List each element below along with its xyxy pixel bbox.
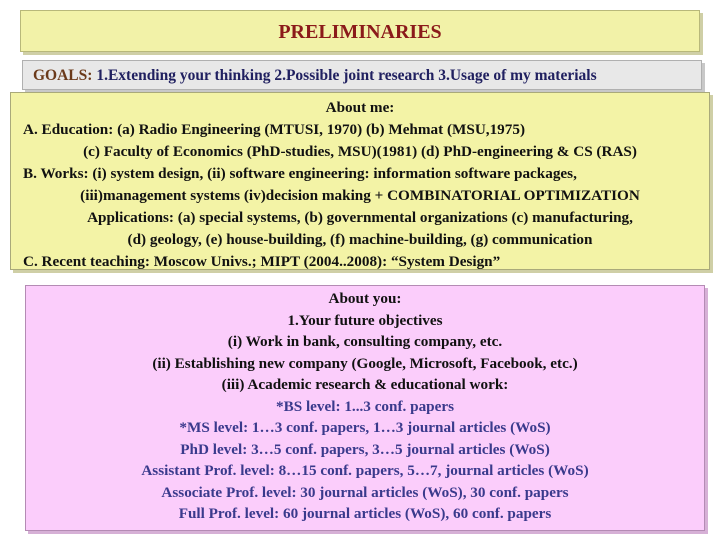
about-me-panel [10, 92, 710, 270]
goals-banner [22, 60, 702, 90]
objective-1: (i) Work in bank, consulting company, etc. [227, 333, 503, 350]
applications-line-2: (d) geology, (e) house-building, (f) machine-building, (g) communication [127, 231, 593, 248]
objective-3: (iii) Academic research & educational work: [221, 376, 509, 393]
level-ms: *MS level: 1…3 conf. papers, 1…3 journal articles (WoS) [179, 419, 551, 436]
about-you-heading: About you: [328, 290, 402, 307]
about-me-heading: About me: [325, 99, 395, 116]
level-full-prof: Full Prof. level: 60 journal articles (WoS), 60 conf. papers [178, 505, 552, 522]
objectives-line: 1.Your future objectives [287, 311, 443, 329]
goals-label: GOALS: [33, 67, 93, 84]
title-banner [20, 10, 700, 52]
level-associate-prof: Associate Prof. level: 30 journal articles (WoS), 30 conf. papers [161, 483, 569, 501]
page-title: PRELIMINARIES [278, 21, 442, 43]
education-line-2: (c) Faculty of Economics (PhD-studies, MSU)(1981) (d) PhD-engineering & CS (RAS) [83, 143, 637, 160]
goals-text: 1.Extending your thinking 2.Possible joint research 3.Usage of my materials [92, 67, 597, 84]
applications-line-1: Applications: (a) special systems, (b) governmental organizations (c) manufacturing, [87, 209, 633, 226]
level-phd: PhD level: 3…5 conf. papers, 3…5 journal articles (WoS) [180, 440, 550, 458]
works-line-2: (iii)management systems (iv)decision making + COMBINATORIAL OPTIMIZATION [80, 187, 640, 204]
education-line-1: A. Education: (a) Radio Engineering (MTUSI, 1970) (b) Mehmat (MSU,1975) [23, 121, 526, 138]
about-you-panel [25, 285, 705, 531]
level-assistant-prof: Assistant Prof. level: 8…15 conf. papers, 5…7, journal articles (WoS) [141, 462, 589, 479]
objective-2: (ii) Establishing new company (Google, Microsoft, Facebook, etc.) [152, 354, 578, 372]
level-bs: *BS level: 1...3 conf. papers [275, 397, 455, 415]
works-line-1: B. Works: (i) system design, (ii) software engineering: information software packages, [23, 165, 577, 182]
teaching-line: C. Recent teaching: Moscow Univs.; MIPT (2004..2008): “System Design” [23, 253, 501, 270]
